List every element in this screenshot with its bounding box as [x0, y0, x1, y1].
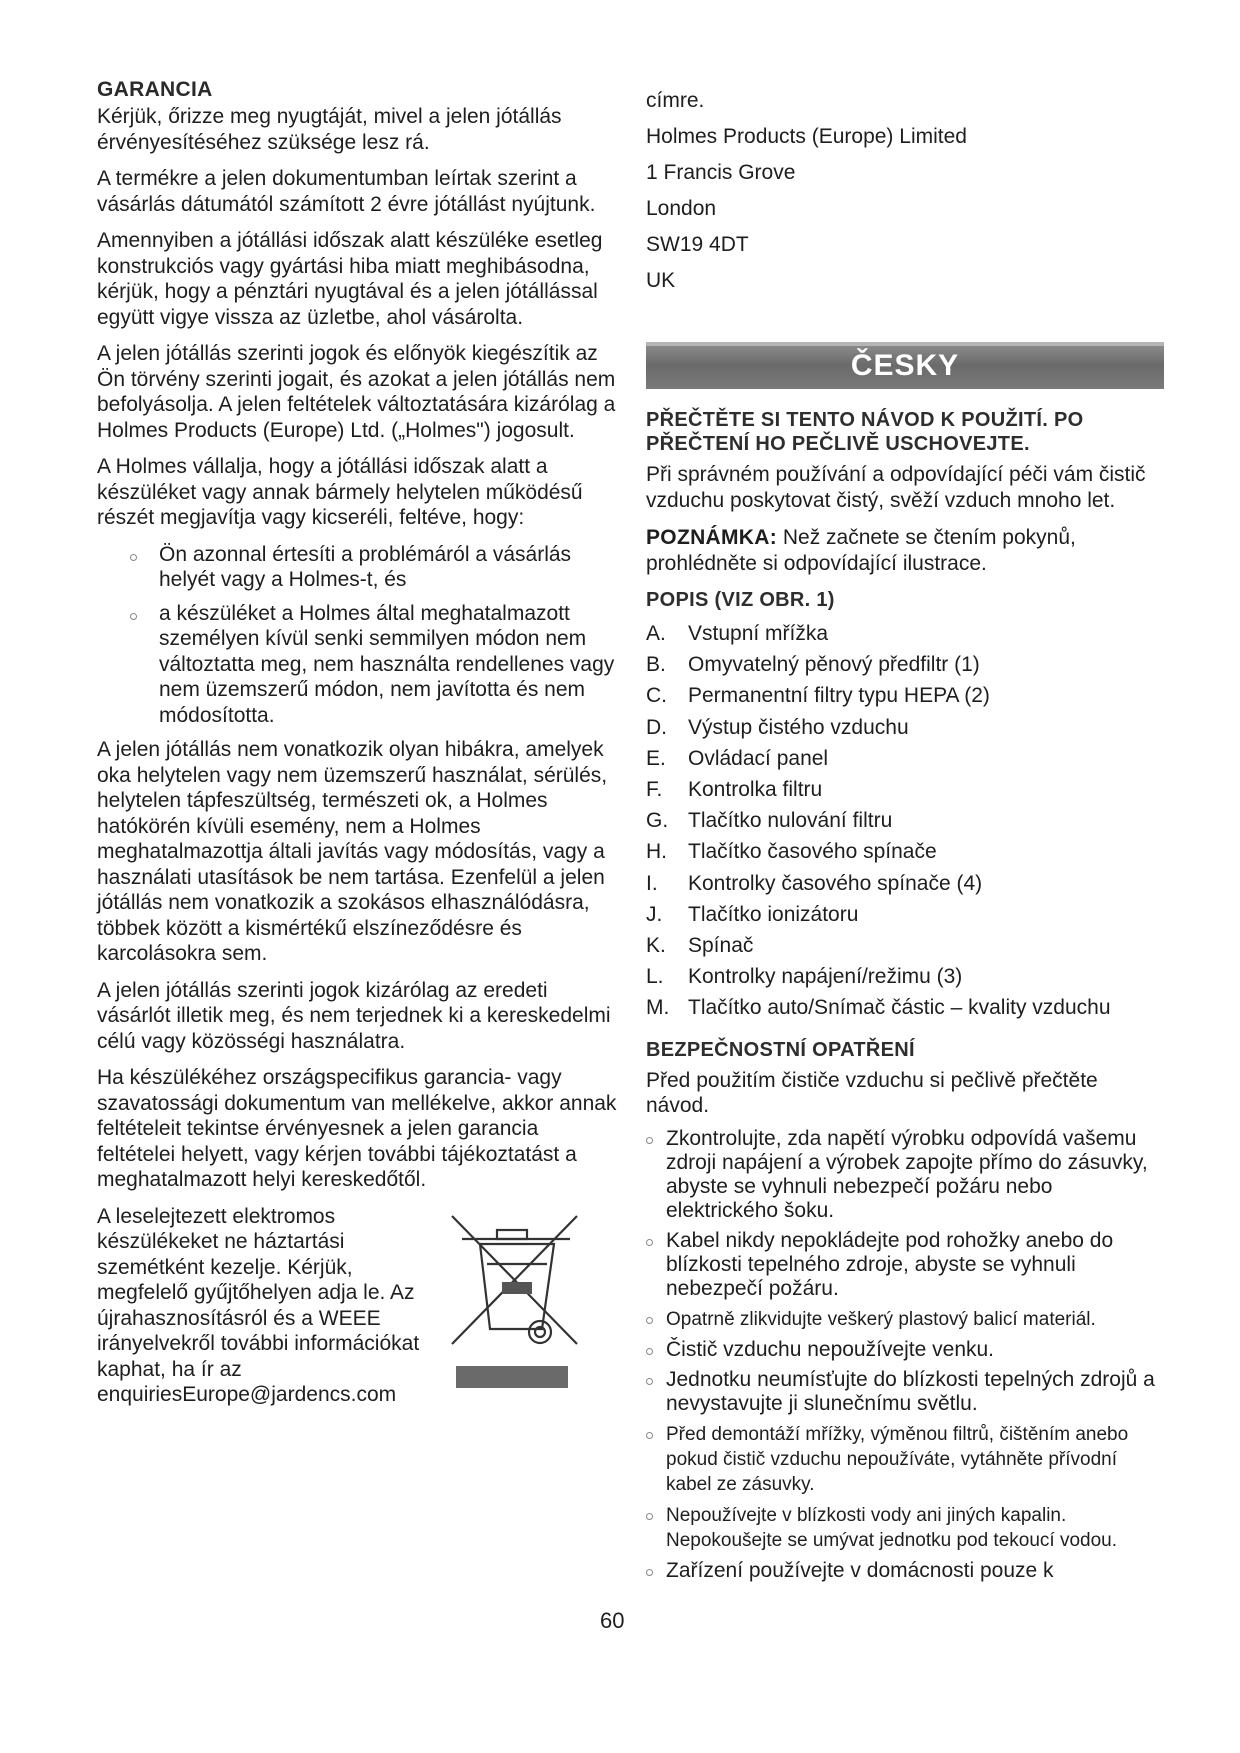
bullet-icon [646, 1569, 653, 1576]
list-item [646, 712, 1166, 743]
list-item [646, 1307, 1166, 1332]
safety-heading: BEZPEČNOSTNÍ OPATŘENÍ [646, 1038, 915, 1061]
warranty-heading: GARANCIA [97, 78, 213, 101]
intro-paragraph: Při správném používání a odpovídající péči vám čistič vzduchu poskytovat čistý, svěží vzduch mnoho let. [646, 463, 1146, 512]
part-key: E. [646, 746, 666, 770]
bullet-icon [130, 554, 137, 561]
part-label: Omyvatelný pěnový předfiltr (1) [688, 653, 980, 677]
list-item [646, 1338, 1166, 1362]
bullet-icon [646, 1137, 653, 1144]
warranty-paragraph-6: A jelen jótállás nem vonatkozik olyan hibákra, amelyek oka helytelen vagy nem üzemszerű használat, sérülés, helytelen tápfeszültség, természeti ok, a Holmes hatókörén kívüli esemény, nem a Holmes meghatalmazottja általi javítás vagy módosítás, vagy a használati utasítások be nem tartása. Ezenfelül a jelen jótállás nem vonatkozik a szokásos elhasználódásra, többek között a kismértékű elszíneződésre és karcolásokra sem. [97, 738, 608, 965]
list-item-text: Čistič vzduchu nepoužívejte venku. [666, 1337, 995, 1361]
list-item [646, 992, 1166, 1023]
part-label: Tlačítko auto/Snímač částic – kvality vzduchu [688, 996, 1111, 1020]
weee-section [97, 1204, 617, 1406]
list-item-text: Před demontáží mřížky, výměnou filtrů, čištěním anebo pokud čistič vzduchu nepoužíváte, vytáhněte přívodní kabel ze zásuvky. [666, 1423, 1129, 1495]
list-item [646, 1559, 1166, 1583]
list-item [646, 743, 1166, 774]
warranty-paragraph-3: Amennyiben a jótállási időszak alatt készüléke esetleg konstrukciós vagy gyártási hiba miatt meghibásodna, kérjük, hogy a pénztári nyugtával és a jelen jótállással együtt vigye vissza az üzletbe, ahol vásárolta. [97, 229, 603, 329]
note-paragraph [646, 525, 1166, 576]
part-label: Kontrolka filtru [688, 778, 823, 802]
list-item-text: Kabel nikdy nepokládejte pod rohožky anebo do blízkosti tepelného zdroje, abyste se vyhnuli nebezpečí požáru. [666, 1228, 1114, 1300]
warranty-conditions-list [97, 542, 617, 729]
list-item-text: Jednotku neumísťujte do blízkosti tepelných zdrojů a nevystavujte ji slunečnímu světlu. [666, 1367, 1155, 1415]
bullet-icon [646, 1432, 653, 1439]
part-key: F. [646, 778, 663, 802]
list-item [646, 1127, 1166, 1223]
warranty-paragraph-5: A Holmes vállalja, hogy a jótállási időszak alatt a készüléket vagy annak bármely helytelen működésű részét megjavítja vagy kicseréli, feltéve, hogy: [97, 455, 583, 529]
list-item [646, 805, 1166, 836]
list-item-text: Zkontrolujte, zda napětí výrobku odpovídá vašemu zdroji napájení a výrobek zapojte přímo do zásuvky, abyste se vyhnuli nebezpečí požáru nebo elektrického šoku. [666, 1126, 1148, 1222]
part-label: Tlačítko ionizátoru [688, 902, 859, 926]
bullet-icon [646, 1239, 653, 1246]
warranty-paragraph-4: A jelen jótállás szerinti jogok és előnyök kiegészítik az Ön törvény szerinti jogait, és azokat a jelen jótállás nem befolyásolja. A jelen feltételek változtatására kizárólag a Holmes Products (Europe) Ltd. („Holmes") jogosult. [97, 342, 616, 442]
list-item [646, 618, 1166, 649]
warranty-paragraph-8: Ha készülékéhez országspecifikus garancia- vagy szavatossági dokumentum van mellékelve, akkor annak feltételeit tekintse érvényesnek a jelen garancia feltételei helyett, vagy kérjen további tájékoztatást a meghatalmazott helyi kereskedőtől. [97, 1066, 617, 1191]
part-key: I. [646, 871, 658, 895]
description-heading: POPIS (VIZ OBR. 1) [646, 589, 835, 611]
bullet-icon [646, 1378, 653, 1385]
part-key: G. [646, 809, 669, 833]
part-label: Výstup čistého vzduchu [688, 715, 909, 739]
parts-list [646, 618, 1166, 1024]
safety-intro: Před použitím čističe vzduchu si pečlivě přečtěte návod. [646, 1068, 1098, 1118]
list-item [646, 868, 1166, 899]
safety-list [646, 1127, 1166, 1583]
list-item [97, 542, 617, 593]
part-key: J. [646, 902, 663, 926]
address-line: UK [646, 269, 676, 292]
warranty-paragraph-2: A termékre a jelen dokumentumban leírtak szerint a vásárlás dátumától számított 2 évre jótállást nyújtunk. [97, 167, 596, 216]
part-key: D. [646, 715, 667, 739]
page-number: 60 [600, 1608, 625, 1633]
left-column [97, 78, 617, 1406]
note-text: Než začnete se čtením pokynů, prohlédněte si odpovídající ilustrace. [646, 526, 1076, 575]
note-label: POZNÁMKA: [646, 526, 778, 549]
warranty-paragraph-7: A jelen jótállás szerinti jogok kizárólag az eredeti vásárlót illetik meg, és nem terjednek ki a kereskedelmi célú vagy közösségi használatra. [97, 978, 611, 1053]
part-label: Vstupní mřížka [688, 622, 829, 645]
list-item-text: Zařízení používejte v domácnosti pouze k [666, 1558, 1054, 1582]
list-item [646, 961, 1166, 992]
part-label: Spínač [688, 934, 754, 958]
part-key: A. [646, 622, 666, 645]
bullet-icon [646, 1317, 653, 1324]
part-label: Tlačítko nulování filtru [688, 809, 893, 833]
right-column [646, 88, 1166, 1589]
list-item-text: Ön azonnal értesíti a problémáról a vásárlás helyét vagy a Holmes-t, és [159, 542, 572, 591]
part-key: L. [646, 965, 664, 989]
list-item [646, 774, 1166, 805]
part-key: B. [646, 653, 666, 677]
part-key: C. [646, 684, 667, 708]
list-item-text: Nepoužívejte v blízkosti vody ani jiných kapalin. Nepokoušejte se umývat jednotku pod tekoucí vodou. [666, 1504, 1118, 1551]
language-banner: ČESKY [646, 342, 1164, 389]
part-key: K. [646, 934, 666, 958]
list-item [646, 899, 1166, 930]
address-line: 1 Francis Grove [646, 161, 796, 184]
address-line: London [646, 197, 717, 220]
list-item [97, 601, 617, 729]
part-label: Permanentní filtry typu HEPA (2) [688, 684, 990, 708]
list-item [646, 1368, 1166, 1416]
list-item-text: Opatrně zlikvidujte veškerý plastový balicí materiál. [666, 1308, 1096, 1330]
address-line: Holmes Products (Europe) Limited [646, 125, 967, 148]
part-label: Kontrolky napájení/režimu (3) [688, 965, 963, 989]
list-item [646, 649, 1166, 680]
part-key: H. [646, 840, 667, 864]
list-item [646, 1422, 1166, 1497]
part-label: Tlačítko časového spínače [688, 840, 937, 864]
bullet-icon [646, 1513, 653, 1520]
bullet-icon [130, 613, 137, 620]
part-label: Ovládací panel [688, 746, 829, 770]
part-label: Kontrolky časového spínače (4) [688, 871, 983, 895]
read-instructions-heading: PŘEČTĚTE SI TENTO NÁVOD K POUŽITÍ. PO PŘEČTENÍ HO PEČLIVĚ USCHOVEJTE. [646, 409, 1084, 455]
bullet-icon [646, 1348, 653, 1355]
list-item [646, 680, 1166, 711]
list-item [646, 930, 1166, 961]
warranty-paragraph-1: Kérjük, őrizze meg nyugtáját, mivel a jelen jótállás érvényesítéséhez szüksége lesz rá. [97, 105, 562, 154]
weee-paragraph: A leselejtezett elektromos készülékeket ne háztartási szemétként kezelje. Kérjük, megfelelő gyűjtőhelyen adja le. Az újrahasznosításról és a WEEE irányelvekről további információkat kaphat, ha ír az enquiriesEurope@jardencs.com [97, 1204, 420, 1406]
list-item [646, 1503, 1166, 1553]
crossed-out-wheelie-bin-icon [442, 1204, 592, 1394]
address-line: SW19 4DT [646, 233, 749, 256]
part-key: M. [646, 996, 670, 1020]
list-item [646, 836, 1166, 867]
address-line: címre. [646, 89, 705, 112]
list-item [646, 1229, 1166, 1301]
list-item-text: a készüléket a Holmes által meghatalmazott személyen kívül senki semmilyen módon nem változtatta meg, nem használta rendellenes vagy nem üzemszerű módon, nem javította és nem módosította. [159, 601, 615, 727]
